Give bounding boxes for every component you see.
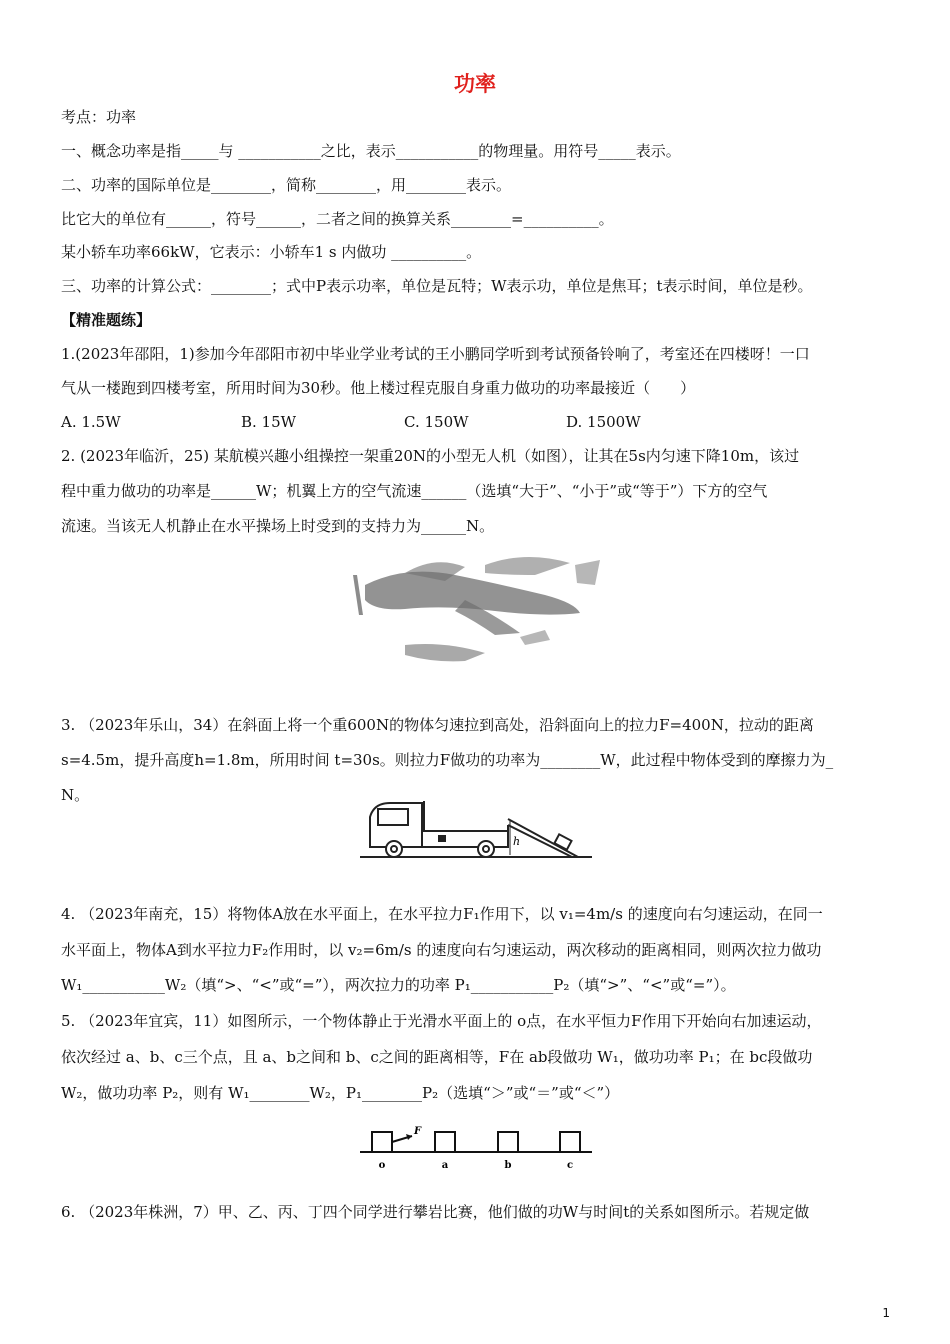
q1-line-1: 1.(2023年邵阳，1)参加今年邵阳市初中毕业学业考试的王小鹏同学听到考试预备铃响了，考室还在四楼呀！一口 — [61, 345, 810, 363]
q4-line-2: 水平面上，物体A到水平拉力F₂作用时，以 v₂=6m/s 的速度向右匀速运动，两次移动的距离相同，则两次拉力做功 — [61, 941, 822, 959]
q3-line-1: 3. （2023年乐山，34）在斜面上将一个重600N的物体匀速拉到高处，沿斜面向上的拉力F=400N，拉动的距离 — [61, 716, 814, 734]
formula-line: 三、功率的计算公式：________；式中P表示功率，单位是瓦特；W表示功，单位是焦耳；t表示时间，单位是秒。 — [61, 277, 813, 295]
point-b-label: b — [504, 1160, 512, 1171]
unit-line: 二、功率的国际单位是________，简称________，用________表示。 — [61, 176, 512, 194]
q2-line-3: 流速。当该无人机静止在水平操场上时受到的支持力为______N。 — [61, 517, 495, 535]
bigger-unit-line: 比它大的单位有______，符号______，二者之间的换算关系________=__________。 — [61, 210, 614, 228]
q6-line-1: 6. （2023年株洲，7）甲、乙、丙、丁四个同学进行攀岩比赛，他们做的功W与时间t的关系如图所示。若规定做 — [61, 1203, 810, 1221]
point-o-label: o — [378, 1160, 386, 1171]
q3-line-2: s=4.5m，提升高度h=1.8m，所用时间 t=30s。则拉力F做功的功率为________W，此过程中物体受到的摩擦力为_ — [61, 751, 834, 769]
q5-line-2: 依次经过 a、b、c三个点，且 a、b之间和 b、c之间的距离相等，F在 ab段做功 W₁，做功功率 P₁；在 bc段做功 — [61, 1048, 813, 1066]
kaodian-line: 考点：功率 — [61, 108, 137, 126]
q5-line-1: 5. （2023年宜宾，11）如图所示，一个物体静止于光滑水平面上的 o点，在水平恒力F作用下开始向右加速运动， — [61, 1012, 822, 1030]
q1-option-d: D. 1500W — [566, 413, 641, 431]
point-c-label: c — [566, 1160, 574, 1171]
truck-incline-figure — [360, 795, 592, 865]
page-number: 1 — [882, 1306, 890, 1320]
section-heading: 【精准题练】 — [61, 311, 152, 329]
q3-line-3: N。 — [61, 786, 90, 804]
car-power-line: 某小轿车功率66kW，它表示：小轿车1 s 内做功 __________。 — [61, 243, 482, 261]
q5-line-3: W₂，做功功率 P₂，则有 W₁________W₂，P₁________P₂（选填“＞”或“＝”或“＜”） — [61, 1084, 620, 1102]
q4-line-3: W₁___________W₂（填“>、“<”或“=”），两次拉力的功率 P₁___________P₂（填“>”、“<”或“=”）。 — [61, 976, 736, 994]
drone-figure — [345, 545, 610, 665]
page-title: 功率 — [454, 72, 496, 96]
q2-line-2: 程中重力做功的功率是______W；机翼上方的空气流速______（选填“大于”、“小于”或“等于”）下方的空气 — [61, 482, 768, 500]
q1-option-c: C. 150W — [404, 413, 469, 431]
q2-line-1: 2. (2023年临沂，25) 某航模兴趣小组操控一架重20N的小型无人机（如图），让其在5s内匀速下降10m，该过 — [61, 447, 800, 465]
q4-line-1: 4. （2023年南充，15）将物体A放在水平面上，在水平拉力F₁作用下，以 v₁=4m/s 的速度向右匀速运动，在同一 — [61, 905, 823, 923]
concept-line: 一、概念功率是指_____与 ___________之比，表示___________的物理量。用符号_____表示。 — [61, 142, 681, 160]
point-a-label: a — [441, 1160, 449, 1171]
q1-line-2: 气从一楼跑到四楼考室，所用时间为30秒。他上楼过程克服自身重力做功的功率最接近（ ） — [61, 379, 696, 397]
force-label: F — [414, 1126, 422, 1137]
q1-option-a: A. 1.5W — [61, 413, 121, 431]
blocks-figure — [360, 1122, 592, 1174]
q1-option-b: B. 15W — [241, 413, 297, 431]
truck-height-label: h — [513, 835, 521, 848]
